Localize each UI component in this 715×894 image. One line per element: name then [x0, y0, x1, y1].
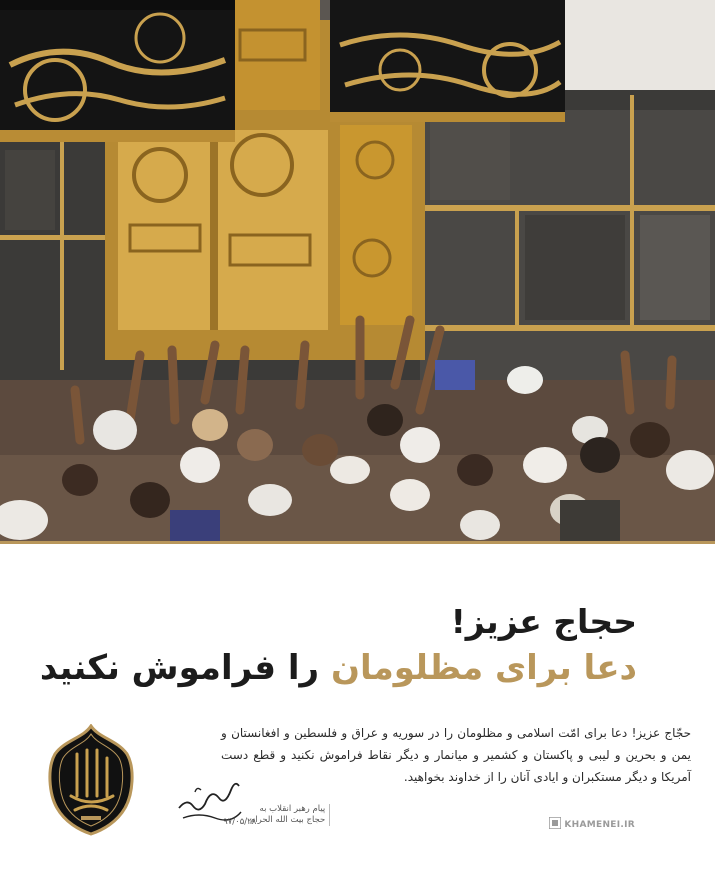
headline-line-1: حجاج عزیز!: [450, 602, 637, 641]
headline-line-2: [40, 644, 637, 692]
caption-line-2: حجاج بیت الله الحرام: [250, 815, 326, 825]
brand-name: KHAMENEI.IR: [564, 820, 635, 830]
brand-mark-icon: [549, 817, 561, 829]
caption-line-1: پیام رهبر انقلاب به: [259, 804, 326, 814]
headline-gold-phrase: دعا برای مظلومان: [330, 648, 637, 688]
message-date: ۹۷/۰۵/۲۸: [223, 817, 257, 827]
message-caption: [223, 804, 330, 827]
caption-lines: [250, 804, 330, 826]
allahu-akbar-emblem-icon: [47, 724, 135, 836]
body-text: حجّاج عزیز! دعا برای امّت اسلامی و مظلومان را در سوریه و عراق و فلسطین و افغانستان و یمن و بحرین و لیبی و پاکستان و کشمیر و میانمار و دیگر نقاط فراموش نکنید و قطع دست آمریکا و دیگر مستکبران و ایادی آنان را از خداوند بخواهید.: [221, 726, 691, 784]
gold-divider: [0, 541, 715, 544]
headline-dark-phrase: را فراموش نکنید: [39, 648, 331, 688]
brand-logo: [549, 817, 635, 830]
headline: [40, 600, 637, 692]
